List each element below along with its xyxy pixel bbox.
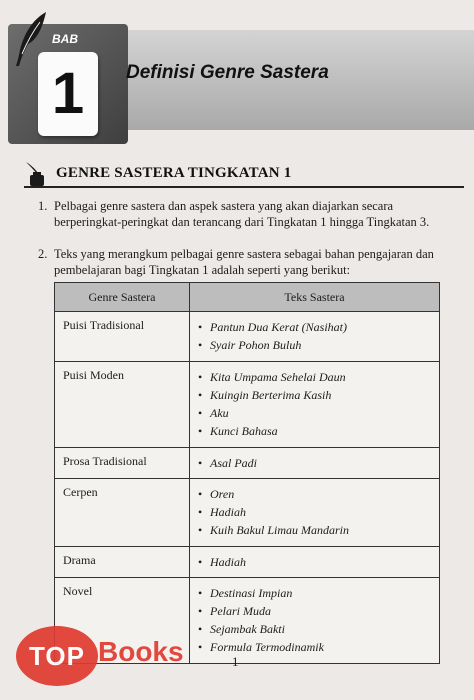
work-item: • Hadiah [198, 553, 431, 571]
paragraph-text: Pelbagai genre sastera dan aspek sastera yang akan diajarkan secara berperingkat-peringkat dan terancang dari Tingkatan 1 hingga Tingkatan 3. [54, 199, 430, 229]
work-item: • Aku [198, 404, 431, 422]
work-item: • Destinasi Impian [198, 584, 431, 602]
section-heading: GENRE SASTERA TINGKATAN 1 [56, 165, 292, 181]
watermark-logo-text: Books [98, 636, 184, 667]
genre-cell: Cerpen [55, 479, 190, 547]
genre-cell: Puisi Tradisional [55, 312, 190, 362]
inkpot-quill-icon [22, 160, 50, 188]
paragraph-number: 2. [38, 247, 48, 261]
table-header-row [55, 283, 440, 312]
table-row [55, 362, 440, 448]
works-cell [190, 578, 440, 664]
work-item: • Pantun Dua Kerat (Nasihat) [198, 318, 431, 336]
header-text: Teks Sastera [190, 283, 440, 312]
work-item: • Asal Padi [198, 454, 431, 472]
page-number: 1 [232, 654, 239, 669]
paragraph-2 [38, 246, 450, 278]
table-row [55, 448, 440, 479]
table-row [55, 479, 440, 547]
header-genre: Genre Sastera [55, 283, 190, 312]
watermark-logo-badge: TOP [16, 626, 98, 686]
table-row [55, 547, 440, 578]
genre-cell: Novel [55, 578, 190, 664]
genre-cell: Prosa Tradisional [55, 448, 190, 479]
paragraph-number: 1. [38, 199, 48, 213]
paragraph-text: Teks yang merangkum pelbagai genre sastera sebagai bahan pengajaran dan pembelajaran bagi Tingkatan 1 adalah seperti yang berikut: [54, 247, 434, 277]
work-item: • Kunci Bahasa [198, 422, 431, 440]
work-item: • Kita Umpama Sehelai Daun [198, 368, 431, 386]
work-item: • Syair Pohon Buluh [198, 336, 431, 354]
work-item: • Kuingin Berterima Kasih [198, 386, 431, 404]
work-item: • Kuih Bakul Limau Mandarin [198, 521, 431, 539]
work-item: • Pelari Muda [198, 602, 431, 620]
works-cell [190, 479, 440, 547]
chapter-number: 1 [51, 61, 85, 126]
section-divider [24, 186, 464, 188]
works-cell [190, 362, 440, 448]
table-row [55, 312, 440, 362]
work-item: • Oren [198, 485, 431, 503]
genre-table [54, 282, 440, 664]
works-cell [190, 547, 440, 578]
works-cell [190, 448, 440, 479]
chapter-title: Definisi Genre Sastera [126, 62, 329, 83]
works-cell [190, 312, 440, 362]
chapter-label: BAB [52, 32, 78, 46]
genre-cell: Drama [55, 547, 190, 578]
work-item: • Formula Termodinamik [198, 638, 431, 656]
work-item: • Hadiah [198, 503, 431, 521]
paragraph-1 [38, 198, 450, 230]
genre-cell: Puisi Moden [55, 362, 190, 448]
work-item: • Sejambak Bakti [198, 620, 431, 638]
